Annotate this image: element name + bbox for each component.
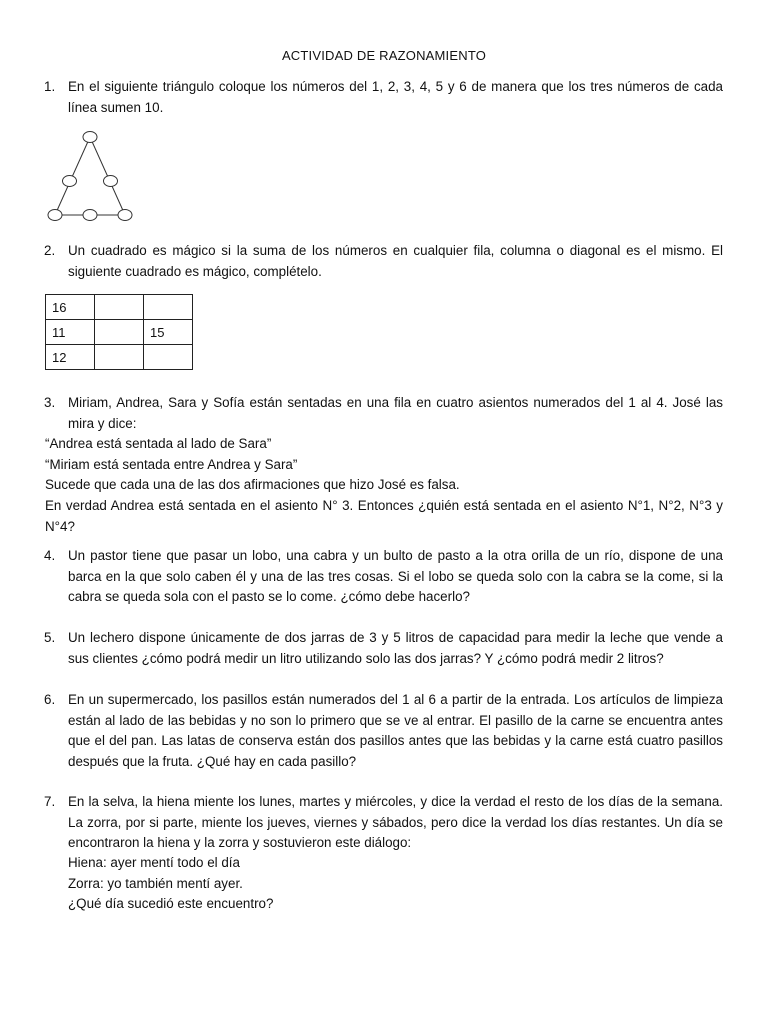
q5-text: Un lechero dispone únicamente de dos jarras de 3 y 5 litros de capacidad para medir la leche que vende a sus clientes ¿cómo podrá medir un litro utilizando solo las dos jarras? Y ¿cómo podrá medir 2 litros? xyxy=(68,630,723,666)
q3-text: Miriam, Andrea, Sara y Sofía están sentadas en una fila en cuatro asientos numerados del 1 al 4. José las mira y dice: xyxy=(68,395,723,431)
magic-square-row xyxy=(46,345,193,370)
magic-square-cell: 11 xyxy=(46,320,95,345)
q7-dialogue-hiena: Hiena: ayer mentí todo el día xyxy=(68,855,240,870)
magic-square-cell xyxy=(95,320,144,345)
magic-square-cell: 15 xyxy=(144,320,193,345)
q1-text: En el siguiente triángulo coloque los números del 1, 2, 3, 4, 5 y 6 de manera que los tres números de cada línea sumen 10. xyxy=(68,79,723,115)
q6-number: 6. xyxy=(44,692,56,707)
magic-square-table xyxy=(45,294,193,370)
q7-number: 7. xyxy=(44,794,56,809)
q7-dialogue-zorra: Zorra: yo también mentí ayer. xyxy=(68,876,243,891)
q2-text: Un cuadrado es mágico si la suma de los números en cualquier fila, columna o diagonal es el mismo. El siguiente cuadrado es mágico, complételo. xyxy=(68,243,723,279)
q5-number: 5. xyxy=(44,630,56,645)
q7-text: En la selva, la hiena miente los lunes, martes y miércoles, y dice la verdad el resto de los días de la semana. La zorra, por si parte, miente los jueves, viernes y sábados, pero dice la verdad los días restantes. Un día se encontraron la hiena y la zorra y sostuvieron este diálogo: xyxy=(68,794,723,851)
triangle-node-bottom-mid xyxy=(83,210,97,221)
q4-number: 4. xyxy=(44,548,56,563)
page-title: ACTIVIDAD DE RAZONAMIENTO xyxy=(281,48,487,63)
magic-square-cell xyxy=(95,345,144,370)
q4-text: Un pastor tiene que pasar un lobo, una cabra y un bulto de pasto a la otra orilla de un río, dispone de una barca en la que solo caben él y una de las tres cosas. Si el lobo se queda solo con la cabra se la come, si la cabra se queda sola con el pasto se lo come. ¿cómo debe hacerlo? xyxy=(68,548,723,605)
magic-square-row xyxy=(46,320,193,345)
triangle-node-bottom-left xyxy=(48,210,62,221)
triangle-node-right-mid xyxy=(104,176,118,187)
magic-square-cell: 16 xyxy=(46,295,95,320)
q2-number: 2. xyxy=(44,243,56,258)
q3-note: Sucede que cada una de las dos afirmaciones que hizo José es falsa. xyxy=(45,477,460,492)
triangle-node-bottom-right xyxy=(118,210,132,221)
magic-square-row xyxy=(46,295,193,320)
q3-statement-1: “Andrea está sentada al lado de Sara” xyxy=(45,436,272,451)
q3-statement-2: “Miriam está sentada entre Andrea y Sara” xyxy=(45,457,298,472)
magic-square-cell xyxy=(144,295,193,320)
magic-square-cell xyxy=(144,345,193,370)
q3-number: 3. xyxy=(44,395,56,410)
q6-text: En un supermercado, los pasillos están numerados del 1 al 6 a partir de la entrada. Los artículos de limpieza están al lado de las bebidas y no son lo primero que se ve al entrar. El pasillo de la carne se encuentra antes que el del pan. Las latas de conserva están dos pasillos antes que las bebidas y la carne está cuatro pasillos después que la fruta. ¿Qué hay en cada pasillo? xyxy=(68,692,723,769)
magic-square-cell xyxy=(95,295,144,320)
triangle-diagram xyxy=(44,128,136,224)
q1-number: 1. xyxy=(44,79,56,94)
magic-square-cell: 12 xyxy=(46,345,95,370)
q7-question: ¿Qué día sucedió este encuentro? xyxy=(68,896,274,911)
triangle-node-left-mid xyxy=(63,176,77,187)
triangle-node-top xyxy=(83,132,97,143)
q3-question: En verdad Andrea está sentada en el asiento N° 3. Entonces ¿quién está sentada en el asiento N°1, N°2, N°3 y N°4? xyxy=(45,498,723,534)
